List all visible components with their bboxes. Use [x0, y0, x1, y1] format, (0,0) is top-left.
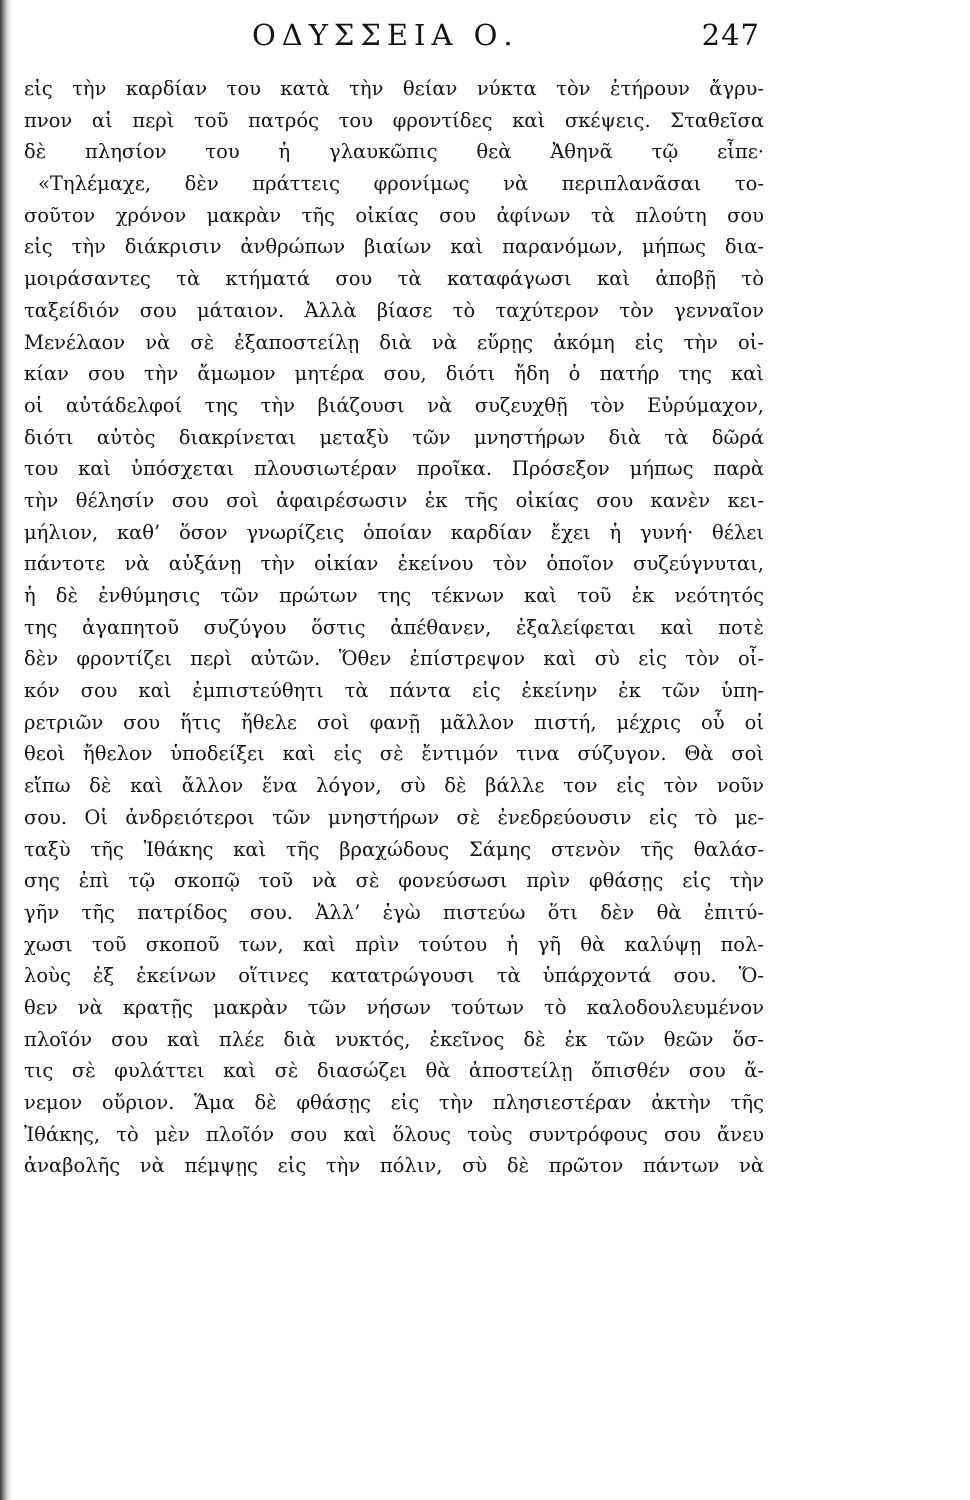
text-line: ρετριῶν σου ἥτις ἤθελε σοὶ φανῇ μᾶλλον πιστή, μέχρις οὗ οἱ: [24, 710, 764, 734]
text-line: διότι αὐτὸς διακρίνεται μεταξὺ τῶν μνηστήρων διὰ τὰ δῶρά: [24, 425, 764, 449]
text-line: εἰς τὴν καρδίαν του κατὰ τὴν θείαν νύκτα τὸν ἐτήρουν ἄγρυ-: [24, 77, 764, 100]
page-binding-shadow: [0, 0, 12, 1500]
text-line: μήλιον, καθ’ ὅσον γνωρίζεις ὁποίαν καρδίαν ἔχει ἡ γυνή· θέλει: [24, 520, 764, 544]
text-line: νεμον οὔριον. Ἅμα δὲ φθάσῃς εἰς τὴν πλησιεστέραν ἀκτὴν τῆς: [24, 1091, 764, 1114]
text-line: λοὺς ἐξ ἐκείνων οἵτινες κατατρώγουσι τὰ ὑπάρχοντά σου. Ὅ-: [24, 964, 764, 988]
text-line: Ἰθάκης, τὸ μὲν πλοῖόν σου καὶ ὅλους τοὺς συντρόφους σου ἄνευ: [24, 1122, 764, 1146]
body-text: [24, 73, 764, 1182]
text-line: κίαν σου τὴν ἄμωμον μητέρα σου, διότι ἤδη ὁ πατήρ της καὶ: [24, 362, 764, 386]
text-line: εἰς τὴν διάκρισιν ἀνθρώπων βιαίων καὶ παρανόμων, μήπως δια-: [24, 235, 764, 259]
text-line: ταξὺ τῆς Ἰθάκης καὶ τῆς βραχώδους Σάμης στενὸν τῆς θαλάσ-: [24, 837, 764, 861]
text-line: οἱ αὐτάδελφοί της τὴν βιάζουσι νὰ συζευχθῇ τὸν Εὐρύμαχον,: [24, 393, 764, 417]
text-line: θεοὶ ἤθελον ὑποδείξει καὶ εἰς σὲ ἔντιμόν τινα σύζυγον. Θὰ σοὶ: [24, 742, 764, 766]
text-line: μοιράσαντες τὰ κτήματά σου τὰ καταφάγωσι καὶ ἀποβῇ τὸ: [24, 267, 764, 291]
text-line: Μενέλαον νὰ σὲ ἐξαποστείλῃ διὰ νὰ εὕρῃς ἀκόμη εἰς τὴν οἰ-: [24, 330, 764, 354]
text-line: ἡ δὲ ἐνθύμησις τῶν πρώτων της τέκνων καὶ τοῦ ἐκ νεότητός: [24, 584, 764, 607]
running-title: ΟΔΥΣΣΕΙΑ Ο.: [252, 18, 519, 52]
text-line: δὲν φροντίζει περὶ αὐτῶν. Ὅθεν ἐπίστρεψον καὶ σὺ εἰς τὸν οἶ-: [24, 647, 764, 671]
text-line: ἀναβολῆς νὰ πέμψῃς εἰς τὴν πόλιν, σὺ δὲ πρῶτον πάντων νὰ: [24, 1154, 764, 1178]
text-line: πλοῖόν σου καὶ πλέε διὰ νυκτός, ἐκεῖνος δὲ ἐκ τῶν θεῶν ὅσ-: [24, 1027, 764, 1051]
text-line: σης ἐπὶ τῷ σκοπῷ τοῦ νὰ σὲ φονεύσωσι πρὶν φθάσῃς εἰς τὴν: [24, 869, 764, 893]
text-line: δὲ πλησίον του ἡ γλαυκῶπις θεὰ Ἀθηνᾶ τῷ εἶπε·: [24, 140, 764, 164]
text-line: σοῦτον χρόνον μακρὰν τῆς οἰκίας σου ἀφίνων τὰ πλούτη σου: [24, 203, 764, 227]
text-line: πνον αἱ περὶ τοῦ πατρός του φροντίδες καὶ σκέψεις. Σταθεῖσα: [24, 108, 764, 132]
text-line: του καὶ ὑπόσχεται πλουσιωτέραν προῖκα. Πρόσεξον μήπως παρὰ: [24, 457, 764, 481]
text-line: εἴπω δὲ καὶ ἄλλον ἕνα λόγον, σὺ δὲ βάλλε τον εἰς τὸν νοῦν: [24, 774, 764, 798]
text-line: ταξείδιόν σου μάταιον. Ἀλλὰ βίασε τὸ ταχύτερον τὸν γενναῖον: [24, 298, 764, 322]
text-line: «Τηλέμαχε, δὲν πράττεις φρονίμως νὰ περιπλανᾶσαι το-: [38, 172, 764, 196]
text-line: της ἀγαπητοῦ συζύγου ὅστις ἀπέθανεν, ἐξαλείφεται καὶ ποτὲ: [24, 615, 764, 639]
page-number: 247: [701, 18, 760, 52]
text-line: γῆν τῆς πατρίδος σου. Ἀλλ’ ἐγὼ πιστεύω ὅτι δὲν θὰ ἐπιτύ-: [24, 900, 764, 924]
text-line: θεν νὰ κρατῇς μακρὰν τῶν νήσων τούτων τὸ καλοδουλευμένον: [24, 995, 764, 1019]
text-line: πάντοτε νὰ αὐξάνῃ τὴν οἰκίαν ἐκείνου τὸν ὁποῖον συζεύγνυται,: [24, 552, 764, 576]
text-line: τις σὲ φυλάττει καὶ σὲ διασώζει θὰ ἀποστείλῃ ὄπισθέν σου ἄ-: [24, 1059, 764, 1083]
page-header: [24, 16, 760, 56]
text-line: χωσι τοῦ σκοποῦ των, καὶ πρὶν τούτου ἡ γῆ θὰ καλύψῃ πολ-: [24, 932, 764, 956]
text-line: κόν σου καὶ ἐμπιστεύθητι τὰ πάντα εἰς ἐκείνην ἐκ τῶν ὑπη-: [24, 679, 764, 703]
text-line: τὴν θέλησίν σου σοὶ ἀφαιρέσωσιν ἐκ τῆς οἰκίας σου κανὲν κει-: [24, 488, 764, 512]
text-line: σου. Οἱ ἀνδρειότεροι τῶν μνηστήρων σὲ ἐνεδρεύουσιν εἰς τὸ με-: [24, 805, 764, 829]
